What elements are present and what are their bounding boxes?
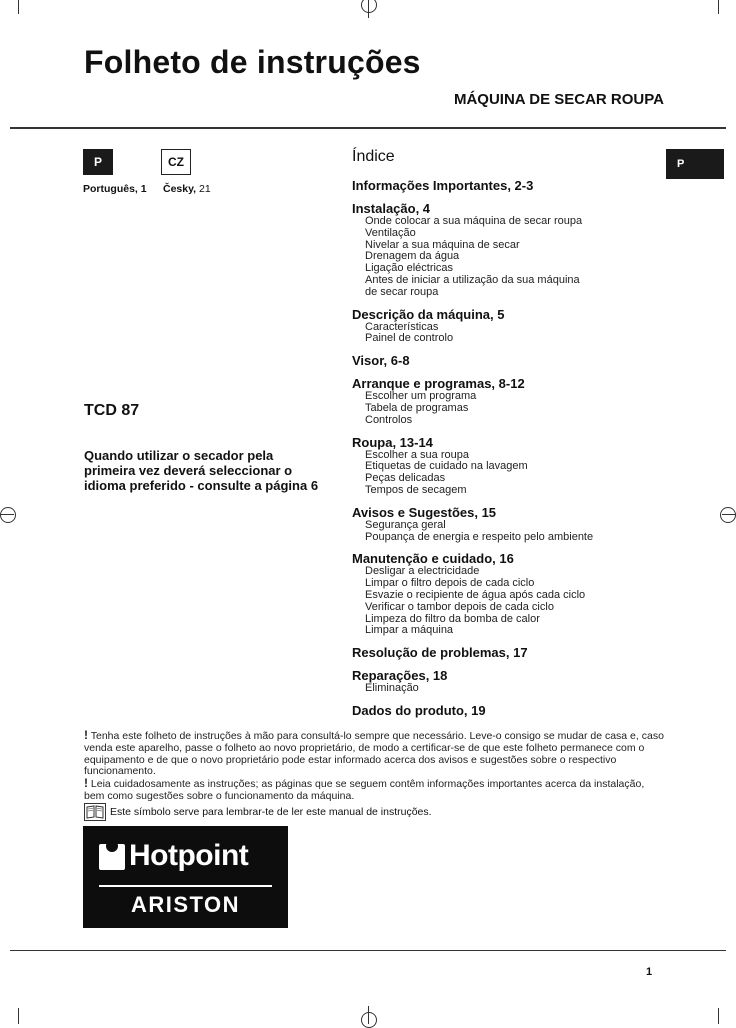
toc-section	[352, 353, 652, 368]
hotpoint-ariston-logo	[83, 826, 288, 928]
toc-section-title: Instalação, 4	[352, 201, 431, 216]
language-name: Česky,	[163, 183, 197, 195]
crop-mark	[718, 0, 719, 14]
toc-subitem: Drenagem da água	[365, 250, 460, 263]
crop-mark	[18, 0, 19, 14]
crop-mark	[718, 1008, 719, 1024]
toc-subitem: de secar roupa	[365, 285, 439, 298]
note-text: Leia cuidadosamente as instruções; as páginas que se seguem contêm informações importantes acerca da instalação, bem como sugestões sobre o funcionamento da máquina.	[84, 778, 645, 802]
logo-divider	[99, 885, 272, 887]
toc-section-title: Visor, 6-8	[352, 353, 410, 369]
toc-subitem: Limpar o filtro depois de cada ciclo	[365, 577, 535, 590]
language-box-p: P	[83, 149, 113, 175]
toc-section-title: Avisos e Sugestões, 15	[352, 504, 497, 520]
toc-subitem: Painel de controlo	[365, 332, 454, 345]
toc-heading: Índice	[352, 148, 395, 165]
toc-subitem: Limpeza do filtro da bomba de calor	[365, 612, 540, 625]
logo-brand: Hotpoint	[129, 839, 249, 872]
page-number: 1	[646, 966, 653, 978]
toc-subitem: Etiquetas de cuidado na lavagem	[365, 460, 528, 473]
toc-section	[352, 178, 652, 193]
toc-section-title: Roupa, 13-14	[352, 434, 433, 450]
toc-section-title: Reparações, 18	[352, 668, 448, 684]
registration-mark-icon	[0, 507, 16, 523]
language-name: Português,	[83, 183, 138, 195]
language-side-tab: P	[666, 149, 724, 179]
toc-subitem: Peças delicadas	[365, 472, 446, 485]
registration-mark-icon	[361, 1012, 377, 1028]
note-read-instructions	[84, 778, 664, 803]
toc-section	[352, 668, 652, 695]
toc-subitem: Tempos de secagem	[365, 483, 467, 496]
manual-symbol-text: Este símbolo serve para lembrar-te de ler este manual de instruções.	[110, 806, 432, 818]
toc-section-title: Informações Importantes, 2-3	[352, 178, 534, 193]
toc-subitem: Nivelar a sua máquina de secar	[365, 238, 520, 251]
bottom-divider	[10, 950, 726, 951]
language-ref-czech	[163, 183, 211, 195]
toc-subitem: Controlos	[365, 413, 413, 426]
toc-subitem: Esvazie o recipiente de água após cada ciclo	[365, 588, 586, 601]
first-use-note: Quando utilizar o secador pela primeira vez deverá seleccionar o idioma preferido - consulte a página 6	[84, 448, 319, 493]
toc-subitem: Características	[365, 320, 439, 333]
manual-symbol-note	[84, 803, 432, 821]
notes	[84, 730, 664, 803]
language-ref-portuguese	[83, 183, 147, 195]
toc-section	[352, 703, 652, 718]
logo-mark-icon	[99, 844, 125, 870]
crop-mark	[18, 1008, 19, 1024]
toc-subitem: Escolher um programa	[365, 390, 477, 403]
toc-subitem: Poupança de energia e respeito pelo ambiente	[365, 530, 594, 543]
toc-subitem: Ligação eléctricas	[365, 262, 454, 275]
product-type: MÁQUINA DE SECAR ROUPA	[453, 91, 664, 108]
language-box-cz: CZ	[161, 149, 191, 175]
toc-subitem: Verificar o tambor depois de cada ciclo	[365, 600, 554, 613]
language-page: 1	[140, 183, 147, 195]
toc-section	[352, 201, 652, 299]
warning-icon: !	[84, 728, 88, 742]
toc-subitem: Eliminação	[365, 682, 419, 695]
toc-section	[352, 551, 652, 637]
note-text: Tenha este folheto de instruções à mão para consultá-lo sempre que necessário. Leve-o consigo se mudar de casa e, caso venda este aparelho, passe o folheto ao novo proprietário, de modo a certificar-se de que este folheto permanece com o equipamento e de que o novo proprietário pode estar informado acerca dos avisos e sugestões sobre o respectivo funcionamento.	[84, 730, 664, 778]
registration-mark-icon	[361, 0, 377, 13]
book-icon	[84, 803, 106, 821]
toc-section	[352, 376, 652, 426]
toc-section-title: Arranque e programas, 8-12	[352, 376, 525, 392]
toc-subitem: Limpar a máquina	[365, 624, 454, 637]
toc-section-title: Resolução de problemas, 17	[352, 645, 528, 661]
toc-subitem: Segurança geral	[365, 518, 446, 531]
toc-subitem: Desligar a electricidade	[365, 565, 480, 578]
toc-section-title: Descrição da máquina, 5	[352, 306, 505, 322]
toc-section	[352, 505, 652, 544]
top-divider	[10, 127, 726, 129]
toc-section	[352, 307, 652, 346]
table-of-contents	[352, 148, 652, 726]
toc-subitem: Antes de iniciar a utilização da sua máquina	[365, 273, 580, 286]
note-keep-booklet	[84, 730, 664, 778]
registration-mark-icon	[720, 507, 736, 523]
toc-section-title: Manutenção e cuidado, 16	[352, 551, 514, 567]
page-title: Folheto de instruções	[84, 44, 421, 80]
warning-icon: !	[84, 776, 88, 791]
toc-subitem: Ventilação	[365, 226, 416, 239]
toc-section	[352, 645, 652, 660]
toc-subitem: Escolher a sua roupa	[365, 448, 469, 461]
toc-subitem: Onde colocar a sua máquina de secar roupa	[365, 215, 583, 227]
language-page: 21	[199, 183, 211, 195]
model-number: TCD 87	[84, 402, 140, 419]
toc-subitem: Tabela de programas	[365, 401, 469, 414]
toc-section	[352, 435, 652, 497]
logo-subbrand: ARISTON	[130, 892, 241, 917]
toc-section-title: Dados do produto, 19	[352, 702, 486, 718]
